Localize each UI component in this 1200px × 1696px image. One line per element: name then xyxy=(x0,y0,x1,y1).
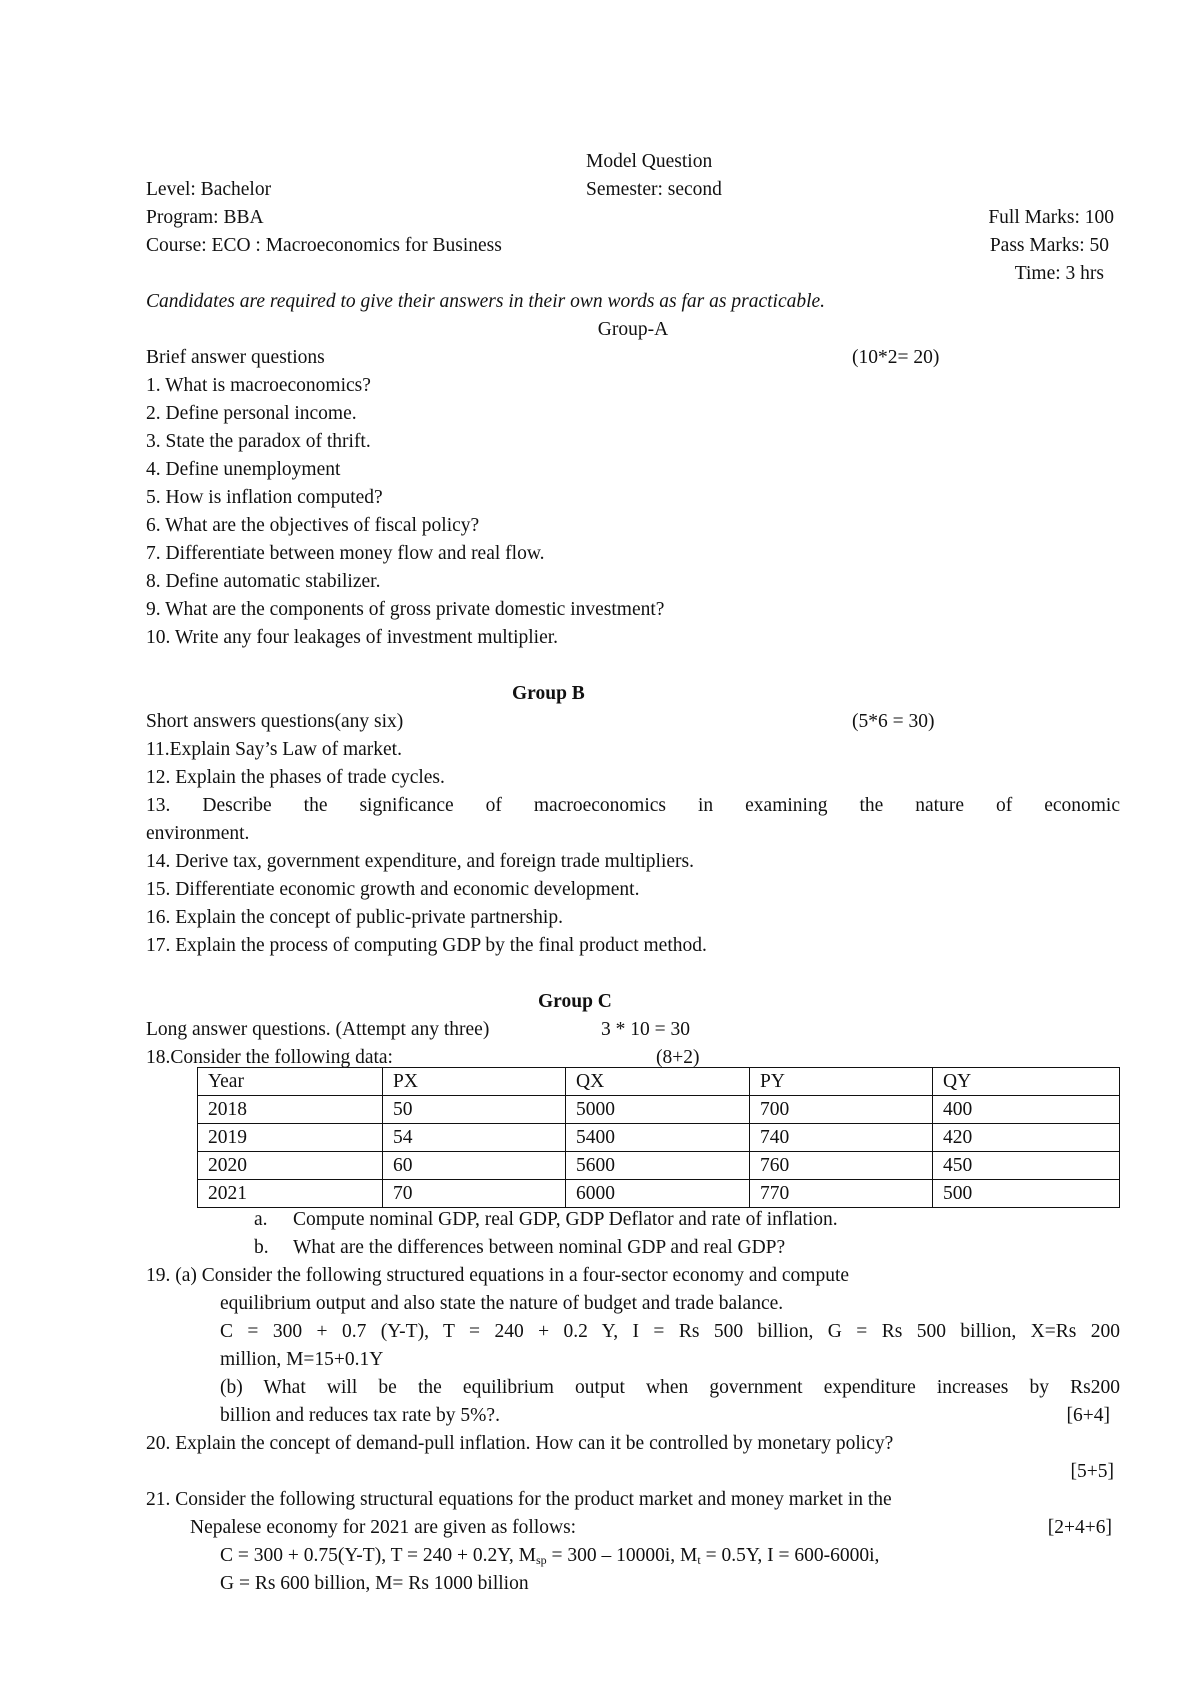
group-c-marks: 3 * 10 = 30 xyxy=(601,1019,690,1040)
question-21-line-2: Nepalese economy for 2021 are given as follows: xyxy=(190,1517,577,1538)
table-header-cell: QX xyxy=(566,1068,750,1096)
table-cell: 2021 xyxy=(198,1180,383,1208)
table-cell: 6000 xyxy=(566,1180,750,1208)
question-19-marks: [6+4] xyxy=(1066,1405,1110,1426)
question-19-line-5: (b) What will be the equilibrium output when government expenditure increases by Rs200 xyxy=(220,1377,1120,1398)
question-6: 6. What are the objectives of fiscal policy? xyxy=(146,515,480,536)
equation-part: = 0.5Y, I = 600-6000i, xyxy=(700,1545,880,1566)
question-19-line-6: billion and reduces tax rate by 5%?. xyxy=(220,1405,500,1426)
table-cell: 400 xyxy=(933,1096,1120,1124)
question-18a: Compute nominal GDP, real GDP, GDP Deflator and rate of inflation. xyxy=(293,1209,838,1230)
group-b-title: Group B xyxy=(512,683,585,704)
question-18b-label: b. xyxy=(254,1237,269,1258)
question-9: 9. What are the components of gross private domestic investment? xyxy=(146,599,665,620)
time-label: Time: 3 hrs xyxy=(1014,263,1104,284)
subscript-t: t xyxy=(697,1553,701,1567)
question-19-line-3: C = 300 + 0.7 (Y-T), T = 240 + 0.2 Y, I = Rs 500 billion, G = Rs 500 billion, X=Rs 200 xyxy=(220,1321,1120,1342)
table-row xyxy=(198,1096,1120,1124)
question-4: 4. Define unemployment xyxy=(146,459,341,480)
table-header-cell: QY xyxy=(933,1068,1120,1096)
table-cell: 50 xyxy=(383,1096,566,1124)
table-cell: 2019 xyxy=(198,1124,383,1152)
instruction-text: Candidates are required to give their answers in their own words as far as practicable. xyxy=(146,291,826,312)
question-19-line-1: 19. (a) Consider the following structured equations in a four-sector economy and compute xyxy=(146,1265,850,1286)
pass-marks-label: Pass Marks: 50 xyxy=(989,235,1109,256)
table-header-cell: Year xyxy=(198,1068,383,1096)
question-15: 15. Differentiate economic growth and economic development. xyxy=(146,879,640,900)
table-cell: 500 xyxy=(933,1180,1120,1208)
table-cell: 2020 xyxy=(198,1152,383,1180)
data-table xyxy=(197,1067,1120,1208)
question-21-equations xyxy=(220,1542,879,1570)
table-cell: 740 xyxy=(750,1124,933,1152)
group-b-marks: (5*6 = 30) xyxy=(852,711,935,732)
group-c-subtitle: Long answer questions. (Attempt any three) xyxy=(146,1019,490,1040)
table-row xyxy=(198,1180,1120,1208)
question-18-intro: 18.Consider the following data: xyxy=(146,1047,393,1068)
page-title: Model Question xyxy=(586,151,713,172)
table-cell: 2018 xyxy=(198,1096,383,1124)
question-21-marks: [2+4+6] xyxy=(1047,1517,1112,1538)
question-1: 1. What is macroeconomics? xyxy=(146,375,371,396)
group-c-title: Group C xyxy=(538,991,612,1012)
question-10: 10. Write any four leakages of investment multiplier. xyxy=(146,627,559,648)
table-row xyxy=(198,1124,1120,1152)
question-19-line-4: million, M=15+0.1Y xyxy=(220,1349,384,1370)
table-header-row xyxy=(198,1068,1120,1096)
question-21-line-4: G = Rs 600 billion, M= Rs 1000 billion xyxy=(220,1573,529,1594)
table-cell: 770 xyxy=(750,1180,933,1208)
group-a-title: Group-A xyxy=(597,319,669,340)
table-cell: 700 xyxy=(750,1096,933,1124)
equation-part: C = 300 + 0.75(Y-T), T = 240 + 0.2Y, M xyxy=(220,1545,536,1566)
question-19-line-2: equilibrium output and also state the nature of budget and trade balance. xyxy=(220,1293,784,1314)
group-b-subtitle: Short answers questions(any six) xyxy=(146,711,404,732)
question-17: 17. Explain the process of computing GDP by the final product method. xyxy=(146,935,707,956)
table-cell: 5400 xyxy=(566,1124,750,1152)
group-a-subtitle: Brief answer questions xyxy=(146,347,325,368)
question-3: 3. State the paradox of thrift. xyxy=(146,431,371,452)
course-label: Course: ECO : Macroeconomics for Business xyxy=(146,235,502,256)
question-20-marks: [5+5] xyxy=(1070,1461,1114,1482)
table-cell: 70 xyxy=(383,1180,566,1208)
question-14: 14. Derive tax, government expenditure, and foreign trade multipliers. xyxy=(146,851,694,872)
question-13-line-1: 13. Describe the significance of macroeconomics in examining the nature of economic xyxy=(146,795,1120,816)
question-18b: What are the differences between nominal GDP and real GDP? xyxy=(293,1237,786,1258)
table-header-cell: PY xyxy=(750,1068,933,1096)
question-18a-label: a. xyxy=(254,1209,268,1230)
table-cell: 420 xyxy=(933,1124,1120,1152)
question-5: 5. How is inflation computed? xyxy=(146,487,383,508)
table-cell: 60 xyxy=(383,1152,566,1180)
question-12: 12. Explain the phases of trade cycles. xyxy=(146,767,445,788)
semester-label: Semester: second xyxy=(586,179,722,200)
program-label: Program: BBA xyxy=(146,207,264,228)
table-cell: 54 xyxy=(383,1124,566,1152)
question-13-line-2: environment. xyxy=(146,823,250,844)
question-11: 11.Explain Say’s Law of market. xyxy=(146,739,402,760)
subscript-sp: sp xyxy=(535,1553,547,1567)
full-marks-label: Full Marks: 100 xyxy=(988,207,1114,228)
question-18-marks: (8+2) xyxy=(656,1047,700,1068)
question-16: 16. Explain the concept of public-private partnership. xyxy=(146,907,563,928)
question-2: 2. Define personal income. xyxy=(146,403,357,424)
table-header-cell: PX xyxy=(383,1068,566,1096)
table-cell: 760 xyxy=(750,1152,933,1180)
question-20: 20. Explain the concept of demand-pull inflation. How can it be controlled by monetary policy? xyxy=(146,1433,894,1454)
group-a-marks: (10*2= 20) xyxy=(852,347,940,368)
equation-part: = 300 – 10000i, M xyxy=(546,1545,698,1566)
question-21-line-1: 21. Consider the following structural equations for the product market and money market in the xyxy=(146,1489,892,1510)
level-label: Level: Bachelor xyxy=(146,179,272,200)
question-8: 8. Define automatic stabilizer. xyxy=(146,571,381,592)
table-cell: 5000 xyxy=(566,1096,750,1124)
table-row xyxy=(198,1152,1120,1180)
question-7: 7. Differentiate between money flow and real flow. xyxy=(146,543,545,564)
table-cell: 5600 xyxy=(566,1152,750,1180)
table-cell: 450 xyxy=(933,1152,1120,1180)
